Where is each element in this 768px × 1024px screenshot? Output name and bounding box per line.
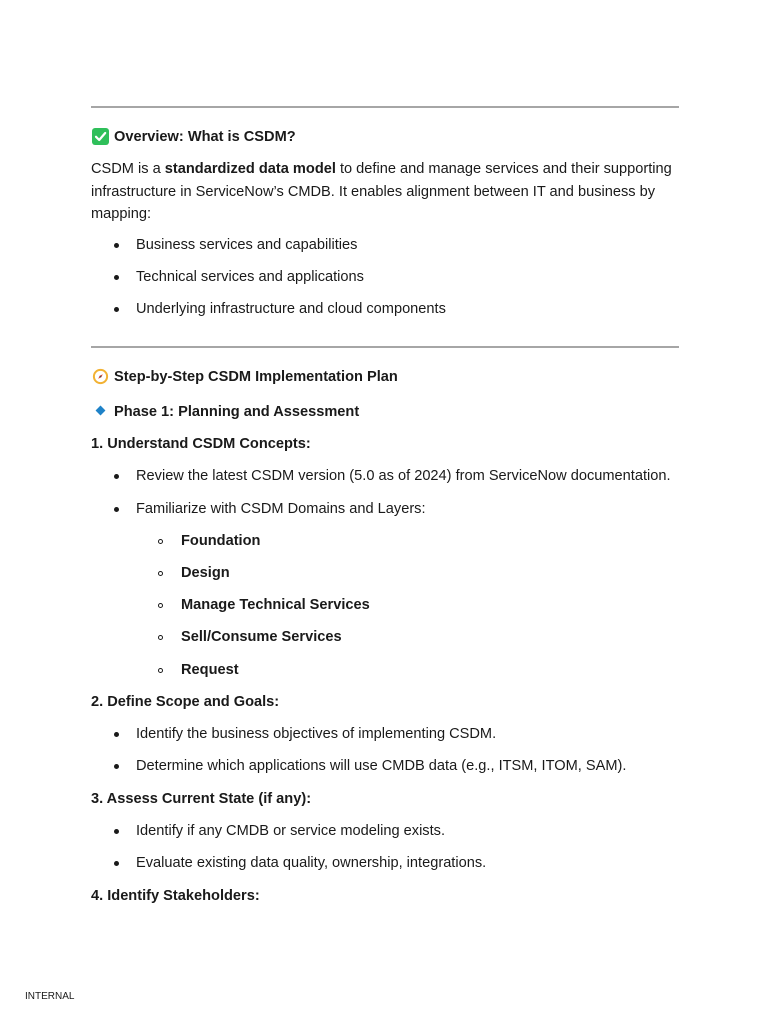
bullet-icon <box>114 243 119 248</box>
divider-top <box>91 106 679 108</box>
bullet-icon <box>114 732 119 737</box>
blue-diamond-icon <box>96 406 106 416</box>
list-item: Identify the business objectives of implementing CSDM. <box>136 726 497 742</box>
step-title: 3. Assess Current State (if any): <box>91 791 312 807</box>
intro-bold: standardized data model <box>164 161 336 177</box>
list-item: Underlying infrastructure and cloud components <box>136 301 446 317</box>
step-title: 2. Define Scope and Goals: <box>91 694 280 710</box>
sub-bullet-icon <box>158 668 163 673</box>
check-mark-icon <box>92 128 109 145</box>
sub-list-item: Foundation <box>181 533 261 549</box>
sub-bullet-icon <box>158 539 163 544</box>
overview-heading: Overview: What is CSDM? <box>114 129 296 145</box>
sub-list-item: Request <box>181 662 239 678</box>
sub-bullet-icon <box>158 603 163 608</box>
list-item: Determine which applications will use CMDB data (e.g., ITSM, ITOM, SAM). <box>136 758 627 774</box>
sub-list-item: Sell/Consume Services <box>181 629 342 645</box>
bullet-icon <box>114 275 119 280</box>
bullet-icon <box>114 474 119 479</box>
sub-list-item: Design <box>181 565 230 581</box>
bullet-icon <box>114 507 119 512</box>
sub-bullet-icon <box>158 571 163 576</box>
bullet-icon <box>114 829 119 834</box>
list-item: Review the latest CSDM version (5.0 as of 2024) from ServiceNow documentation. <box>136 468 671 484</box>
list-item: Evaluate existing data quality, ownership, integrations. <box>136 855 487 871</box>
sub-bullet-icon <box>158 635 163 640</box>
list-item: Technical services and applications <box>136 269 364 285</box>
bullet-icon <box>114 307 119 312</box>
overview-intro <box>91 158 681 226</box>
classification-label: INTERNAL <box>25 991 75 1002</box>
phase-heading: Phase 1: Planning and Assessment <box>114 404 360 420</box>
bullet-icon <box>114 861 119 866</box>
list-item: Business services and capabilities <box>136 237 358 253</box>
divider-middle <box>91 346 679 348</box>
intro-suffix: to define and manage services and their supporting infrastructure in ServiceNow’s CMDB. It enables alignment between IT and business by mapping: <box>91 161 672 222</box>
intro-prefix: CSDM is a <box>91 161 165 177</box>
plan-heading: Step-by-Step CSDM Implementation Plan <box>114 369 398 385</box>
step-title: 4. Identify Stakeholders: <box>91 888 260 904</box>
list-item: Identify if any CMDB or service modeling exists. <box>136 823 446 839</box>
sub-list-item: Manage Technical Services <box>181 597 370 613</box>
step-title: 1. Understand CSDM Concepts: <box>91 436 311 452</box>
bullet-icon <box>114 764 119 769</box>
list-item: Familiarize with CSDM Domains and Layers: <box>136 501 426 517</box>
compass-icon <box>92 368 109 385</box>
